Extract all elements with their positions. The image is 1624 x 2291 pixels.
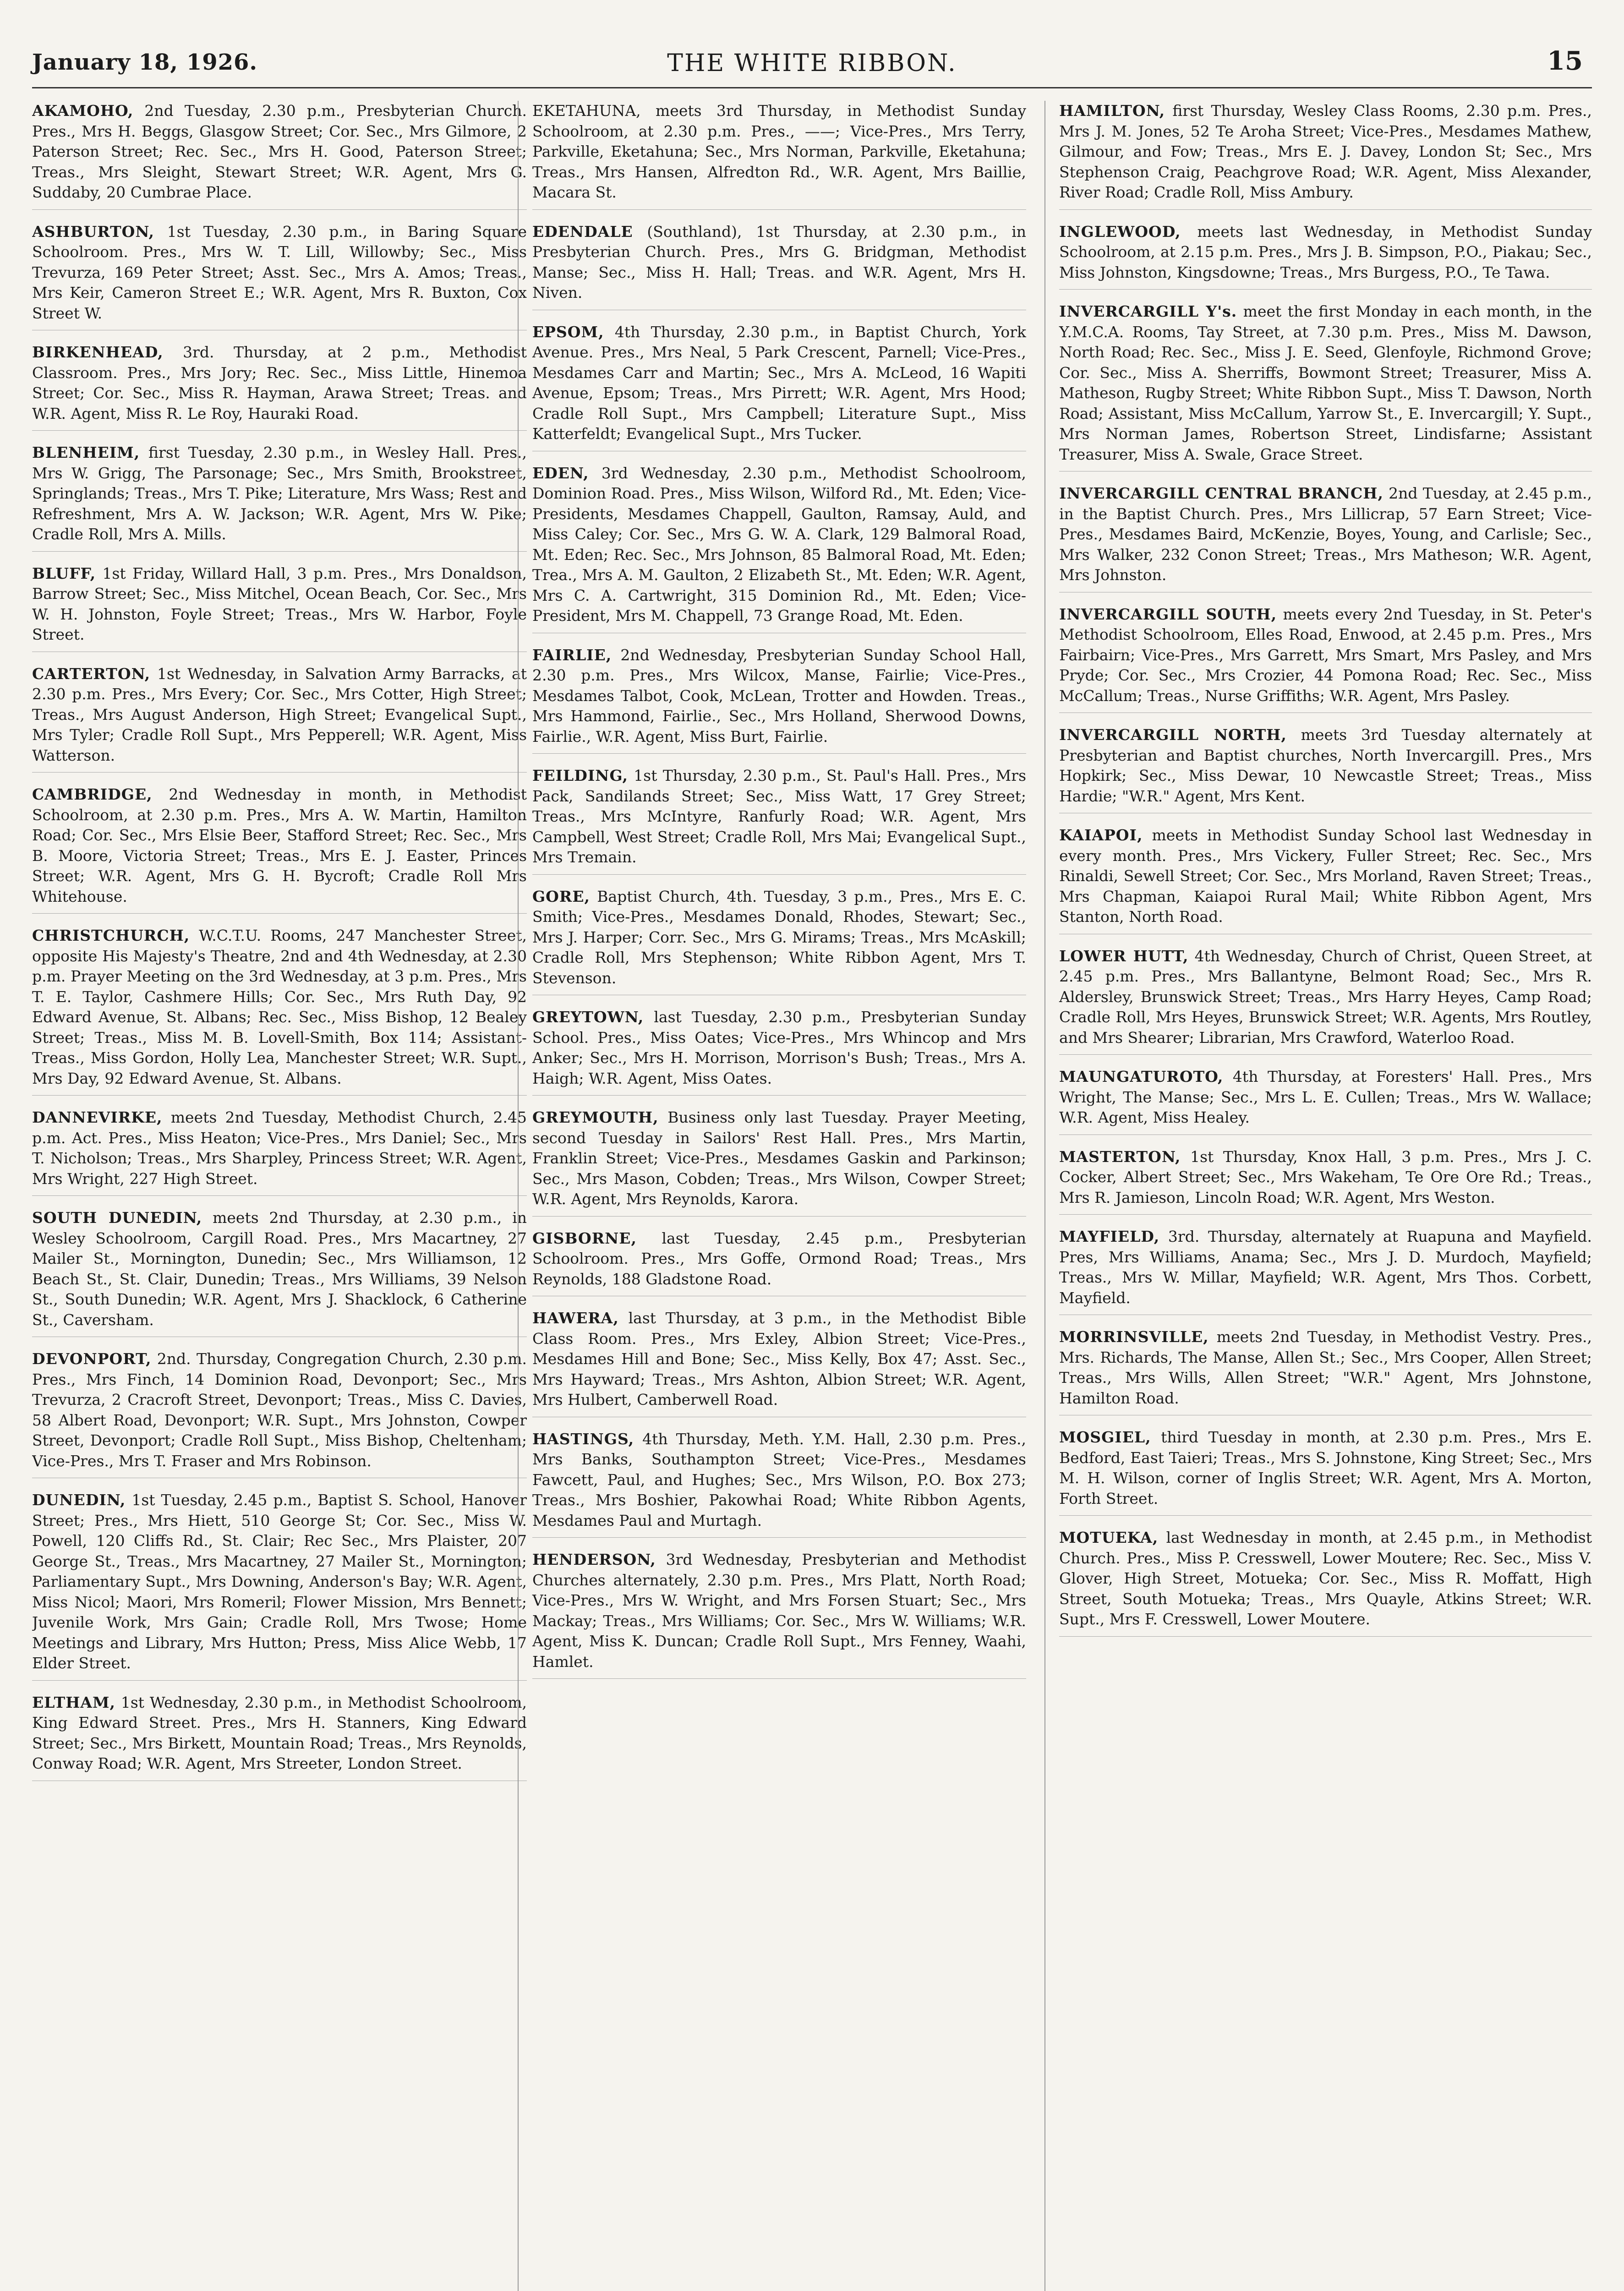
branch-entry: [532, 222, 1026, 310]
branch-details: 1st Wednesday, 2.30 p.m., in Methodist Schoolroom, King Edward Street. Pres., Mrs H. Stanners, King Edward Street; Sec., Mrs Birkett, Mountain Road; Treas., Mrs Reynolds, Conway Road; W.R. Agent, Mrs Streeter, London Street.: [32, 1693, 527, 1772]
branch-name: BLENHEIM,: [32, 444, 140, 461]
column-3: [1044, 101, 1592, 2291]
branch-entry: [532, 887, 1026, 996]
branch-name: MORRINSVILLE,: [1059, 1328, 1209, 1346]
branch-details: (Southland), 1st Thursday, at 2.30 p.m., in Presbyterian Church. Pres., Mrs G. Bridgman, Methodist Manse; Sec., Miss H. Hall; Treas. and W.R. Agent, Mrs H. Niven.: [532, 222, 1026, 301]
branch-name: HAMILTON,: [1059, 102, 1165, 120]
branch-details: meets 2nd Thursday, at 2.30 p.m., in Wesley Schoolroom, Cargill Road. Pres., Mrs Macartney, 27 Mailer St., Mornington, Dunedin; Sec., Mrs Williamson, 12 Beach St., St. Clair, Dunedin; Treas., Mrs Williams, 39 Nelson St., South Dunedin; W.R. Agent, Mrs J. Shacklock, 6 Catherine St., Caversham.: [32, 1209, 527, 1329]
branch-details: Business only last Tuesday. Prayer Meeting, second Tuesday in Sailors' Rest Hall. Pres., Mrs Martin, Franklin Street; Vice-Pres., Mesdames Gaskin and Parkinson; Sec., Mrs Mason, Cobden; Treas., Mrs Wilson, Cowper Street; W.R. Agent, Mrs Reynolds, Karora.: [532, 1108, 1026, 1208]
branch-details: meets in Methodist Sunday School last Wednesday in every month. Pres., Mrs Vickery, Fuller Street; Rec. Sec., Mrs Rinaldi, Sewell Street; Cor. Sec., Mrs Morland, Raven Street; Treas., Mrs Chapman, Kaiapoi Rural Mail; White Ribbon Agent, Mrs Stanton, North Road.: [1059, 826, 1592, 926]
branch-details: last Thursday, at 3 p.m., in the Methodist Bible Class Room. Pres., Mrs Exley, Albion Street; Vice-Pres., Mesdames Hill and Bone; Sec., Miss Kelly, Box 47; Asst. Sec., Mrs Hayward; Treas., Mrs Ashton, Albion Street; W.R. Agent, Mrs Hulbert, Camberwell Road.: [532, 1309, 1026, 1409]
branch-name: AKAMOHO,: [32, 102, 134, 120]
branch-entry: [1059, 1528, 1592, 1637]
branch-details: 4th Thursday, Meth. Y.M. Hall, 2.30 p.m. Pres., Mrs Banks, Southampton Street; Vice-Pres., Mesdames Fawcett, Paul, and Hughes; Sec., Mrs Wilson, P.O. Box 273; Treas., Mrs Boshier, Pakowhai Road; White Ribbon Agents, Mesdames Paul and Murtagh.: [532, 1430, 1026, 1529]
branch-details: 3rd Wednesday, Presbyterian and Methodist Churches alternately, 2.30 p.m. Pres., Mrs Platt, North Road; Vice-Pres., Mrs W. Wright, and Mrs Forsen Stuart; Sec., Mrs Mackay; Treas., Mrs Williams; Cor. Sec., Mrs W. Williams; W.R. Agent, Miss K. Duncan; Cradle Roll Supt., Mrs Fenney, Waahi, Hamlet.: [532, 1551, 1026, 1671]
branch-entry: [32, 1208, 527, 1337]
branch-name: FAIRLIE,: [532, 646, 612, 664]
branch-name: INVERCARGILL Y's.: [1059, 302, 1237, 320]
branch-entry: [532, 1550, 1026, 1679]
branch-entry: [532, 322, 1026, 451]
branch-name: MASTERTON,: [1059, 1147, 1181, 1166]
branch-details: meets 3rd Tuesday alternately at Presbyterian and Baptist churches, North Invercargill. Pres., Mrs Hopkirk; Sec., Miss Dewar, 10 Newcastle Street; Treas., Miss Hardie; "W.R." Agent, Mrs Kent.: [1059, 726, 1592, 805]
branch-details: 1st Tuesday, 2.45 p.m., Baptist S. School, Hanover Street; Pres., Mrs Hiett, 510 George St; Cor. Sec., Miss W. Powell, 120 Cliffs Rd., St. Clair; Rec Sec., Mrs Plaister, 207 George St., Treas., Mrs Macartney, 27 Mailer St., Mornington; Parliamentary Supt., Mrs Downing, Anderson's Bay; W.R. Agent, Miss Nicol; Maori, Mrs Romeril; Flower Mission, Mrs Bennett; Juvenile Work, Mrs Gain; Cradle Roll, Mrs Twose; Home Meetings and Library, Mrs Hutton; Press, Miss Alice Webb, 17 Elder Street.: [32, 1491, 527, 1672]
branch-entry: [32, 1693, 527, 1781]
branch-name: HENDERSON,: [532, 1551, 656, 1568]
branch-entry: [1059, 725, 1592, 813]
branch-entry: [532, 101, 1026, 210]
branch-name: BLUFF,: [32, 564, 96, 582]
branch-details: EKETAHUNA, meets 3rd Thursday, in Methodist Sunday Schoolroom, at 2.30 p.m. Pres., ——; Vice-Pres., Mrs Terry, Parkville, Eketahuna; Sec., Mrs Norman, Parkville, Eketahuna; Treas., Mrs Hansen, Alfredton Rd., W.R. Agent, Mrs Baillie, Macara St.: [532, 102, 1026, 201]
branch-name: EDEN,: [532, 464, 589, 482]
branch-name: INVERCARGILL CENTRAL BRANCH,: [1059, 484, 1383, 502]
page-header: [32, 46, 1592, 88]
branch-entry: [532, 1429, 1026, 1538]
branch-entry: [32, 443, 527, 552]
branch-name: GORE,: [532, 887, 590, 905]
branch-entry: [32, 101, 527, 210]
branch-details: meets 2nd Tuesday, in Methodist Vestry. Pres., Mrs. Richards, The Manse, Allen St.; Sec., Mrs Cooper, Allen Street; Treas., Mrs Wills, Allen Street; "W.R." Agent, Mrs Johnstone, Hamilton Road.: [1059, 1328, 1592, 1407]
column-1: [32, 101, 527, 2291]
branch-name: CARTERTON,: [32, 664, 151, 683]
branch-details: Baptist Church, 4th. Tuesday, 3 p.m., Pres., Mrs E. C. Smith; Vice-Pres., Mesdames Donald, Rhodes, Stewart; Sec., Mrs J. Harper; Corr. Sec., Mrs G. Mirams; Treas., Mrs McAskill; Cradle Roll, Mrs Stephenson; White Ribbon Agent, Mrs T. Stevenson.: [532, 887, 1026, 987]
branch-entry: [1059, 1147, 1592, 1215]
branch-name: CAMBRIDGE,: [32, 785, 153, 803]
branch-name: HASTINGS,: [532, 1430, 634, 1448]
branch-name: INVERCARGILL SOUTH,: [1059, 605, 1277, 623]
branch-details: 2nd Tuesday, 2.30 p.m., Presbyterian Church. Pres., Mrs H. Beggs, Glasgow Street; Cor. Sec., Mrs Gilmore, 2 Paterson Street; Rec. Sec., Mrs H. Good, Paterson Street; Treas., Mrs Sleight, Stewart Street; W.R. Agent, Mrs G. Suddaby, 20 Cumbrae Place.: [32, 102, 527, 201]
column-2: [518, 101, 1026, 2291]
branch-entry: [1059, 101, 1592, 210]
branch-details: meets 2nd Tuesday, Methodist Church, 2.45 p.m. Act. Pres., Miss Heaton; Vice-Pres., Mrs Daniel; Sec., Mrs T. Nicholson; Treas., Mrs Sharpley, Princess Street; W.R. Agent, Mrs Wright, 227 High Street.: [32, 1108, 527, 1188]
branch-details: 1st Thursday, Knox Hall, 3 p.m. Pres., Mrs J. C. Cocker, Albert Street; Sec., Mrs Wakeham, Te Ore Ore Rd.; Treas., Mrs R. Jamieson, Lincoln Road; W.R. Agent, Mrs Weston.: [1059, 1147, 1592, 1206]
branch-entry: [32, 564, 527, 652]
branch-name: EPSOM,: [532, 323, 604, 341]
branch-entry: [1059, 604, 1592, 713]
branch-name: EDENDALE: [532, 222, 633, 241]
branch-details: 1st Friday, Willard Hall, 3 p.m. Pres., Mrs Donaldson, Barrow Street; Sec., Miss Mitchel, Ocean Beach, Cor. Sec., Mrs W. H. Johnston, Foyle Street; Treas., Mrs W. Harbor, Foyle Street.: [32, 564, 527, 643]
issue-date: January 18, 1926.: [32, 49, 258, 75]
branch-details: 4th Wednesday, Church of Christ, Queen Street, at 2.45 p.m. Pres., Mrs Ballantyne, Belmont Road; Sec., Mrs R. Aldersley, Brunswick Street; Treas., Mrs Harry Heyes, Camp Road; Cradle Roll, Mrs Heyes, Brunswick Street; W.R. Agents, Mrs Routley, and Mrs Shearer; Librarian, Mrs Crawford, Waterloo Road.: [1059, 947, 1592, 1047]
branch-entry: [1059, 1227, 1592, 1315]
branch-details: 1st Thursday, 2.30 p.m., St. Paul's Hall. Pres., Mrs Pack, Sandilands Street; Sec., Miss Watt, 17 Grey Street; Treas., Mrs McIntyre, Ranfurly Road; W.R. Agent, Mrs Campbell, West Street; Cradle Roll, Mrs Mai; Evangelical Supt., Mrs Tremain.: [532, 767, 1026, 866]
branch-details: 1st Tuesday, 2.30 p.m., in Baring Square Schoolroom. Pres., Mrs W. T. Lill, Willowby; Sec., Miss Trevurza, 169 Peter Street; Asst. Sec., Mrs A. Amos; Treas., Mrs Keir, Cameron Street E.; W.R. Agent, Mrs R. Buxton, Cox Street W.: [32, 222, 527, 322]
branch-entry: [1059, 825, 1592, 934]
branch-details: 2nd. Thursday, Congregation Church, 2.30 p.m. Pres., Mrs Finch, 14 Dominion Road, Devonport; Sec., Mrs Trevurza, 2 Cracroft Street, Devonport; Treas., Miss C. Davies, 58 Albert Road, Devonport; W.R. Supt., Mrs Johnston, Cowper Street, Devonport; Cradle Roll Supt., Miss Bishop, Cheltenham; Vice-Pres., Mrs T. Fraser and Mrs Robinson.: [32, 1350, 527, 1470]
branch-details: last Tuesday, 2.30 p.m., Presbyterian Sunday School. Pres., Miss Oates; Vice-Pres., Mrs Whincop and Mrs Anker; Sec., Mrs H. Morrison, Morrison's Bush; Treas., Mrs A. Haigh; W.R. Agent, Miss Oates.: [532, 1008, 1026, 1087]
branch-entry: [32, 342, 527, 431]
branch-details: 2nd Wednesday, Presbyterian Sunday School Hall, 2.30 p.m. Pres., Mrs Wilcox, Manse, Fairlie; Vice-Pres., Mesdames Talbot, Cook, McLean, Trotter and Howden. Treas., Mrs Hammond, Fairlie., Sec., Mrs Holland, Sherwood Downs, Fairlie., W.R. Agent, Miss Burt, Fairlie.: [532, 646, 1026, 745]
branch-entry: [1059, 222, 1592, 290]
branch-details: first Tuesday, 2.30 p.m., in Wesley Hall. Pres., Mrs W. Grigg, The Parsonage; Sec., Mrs Smith, Brookstreet, Springlands; Treas., Mrs T. Pike; Literature, Mrs Wass; Rest and Refreshment, Mrs A. W. Jackson; W.R. Agent, Mrs W. Pike; Cradle Roll, Mrs A. Mills.: [32, 444, 527, 543]
branch-details: 1st Wednesday, in Salvation Army Barracks, at 2.30 p.m. Pres., Mrs Every; Cor. Sec., Mrs Cotter, High Street; Treas., Mrs August Anderson, High Street; Evangelical Supt., Mrs Tyler; Cradle Roll Supt., Mrs Pepperell; W.R. Agent, Miss Watterson.: [32, 664, 527, 764]
page-number: 15: [1547, 46, 1583, 76]
branch-entry: [532, 463, 1026, 633]
branch-name: DUNEDIN,: [32, 1491, 126, 1509]
branch-details: meets every 2nd Tuesday, in St. Peter's Methodist Schoolroom, Elles Road, Enwood, at 2.45 p.m. Pres., Mrs Fairbairn; Vice-Pres., Mrs Garrett, Mrs Smart, Mrs Pasley, and Mrs Pryde; Cor. Sec., Mrs Crozier, 44 Pomona Road; Rec. Sec., Miss McCallum; Treas., Nurse Griffiths; W.R. Agent, Mrs Pasley.: [1059, 605, 1592, 705]
branch-entry: [32, 222, 527, 331]
branch-entry: [32, 1349, 527, 1478]
branch-entry: [532, 1007, 1026, 1096]
branch-entry: [32, 664, 527, 773]
branch-name: MAUNGATUROTO,: [1059, 1068, 1224, 1085]
branch-details: meet the first Monday in each month, in the Y.M.C.A. Rooms, Tay Street, at 7.30 p.m. Pres., Miss M. Dawson, North Road; Rec. Sec., Miss J. E. Seed, Glenfoyle, Richmond Grove; Cor. Sec., Miss A. Sherriffs, Bowmont Street; Treasurer, Miss A. Matheson, Rugby Street; White Ribbon Supt., Miss T. Dawson, North Road; Assistant, Miss McCallum, Yarrow St., E. Invercargill; Y. Supt., Mrs Norman James, Robertson Street, Lindisfarne; Assistant Treasurer, Miss A. Swale, Grace Street.: [1059, 302, 1592, 463]
branch-details: 2nd Tuesday, at 2.45 p.m., in the Baptist Church. Pres., Mrs Lillicrap, 57 Earn Street; Vice-Pres., Mesdames Baird, McKenzie, Boyes, Young, and Carlisle; Sec., Mrs Walker, 232 Conon Street; Treas., Mrs Matheson; W.R. Agent, Mrs Johnston.: [1059, 484, 1592, 584]
branch-name: MAYFIELD,: [1059, 1228, 1160, 1245]
branch-entry: [1059, 301, 1592, 471]
branch-entry: [532, 645, 1026, 754]
branch-details: 4th Thursday, 2.30 p.m., in Baptist Church, York Avenue. Pres., Mrs Neal, 5 Park Crescent, Parnell; Vice-Pres., Mesdames Carr and Martin; Sec., Mrs A. McLeod, 16 Wapiti Avenue, Epsom; Treas., Mrs Pirrett; W.R. Agent, Mrs Hood; Cradle Roll Supt., Mrs Campbell; Literature Supt., Miss Katterfeldt; Evangelical Supt., Mrs Tucker.: [532, 323, 1026, 443]
branch-name: DANNEVIRKE,: [32, 1108, 163, 1126]
branch-name: INGLEWOOD,: [1059, 222, 1181, 241]
branch-details: last Tuesday, 2.45 p.m., Presbyterian Schoolroom. Pres., Mrs Goffe, Ormond Road; Treas., Mrs Reynolds, 188 Gladstone Road.: [532, 1229, 1026, 1288]
branch-details: 4th Thursday, at Foresters' Hall. Pres., Mrs Wright, The Manse; Sec., Mrs L. E. Cullen; Treas., Mrs W. Wallace; W.R. Agent, Miss Healey.: [1059, 1068, 1592, 1126]
branch-entry: [32, 1107, 527, 1196]
branch-details: 3rd. Thursday, at 2 p.m., Methodist Classroom. Pres., Mrs Jory; Rec. Sec., Miss Little, Hinemoa Street; Cor. Sec., Miss R. Hayman, Arawa Street; Treas. and W.R. Agent, Miss R. Le Roy, Hauraki Road.: [32, 343, 527, 422]
branch-details: meets last Wednesday, in Methodist Sunday Schoolroom, at 2.15 p.m. Pres., Mrs J. B. Simpson, P.O., Piakau; Sec., Miss Johnston, Kingsdowne; Treas., Mrs Burgess, P.O., Te Tawa.: [1059, 222, 1592, 281]
branch-entry: [532, 766, 1026, 875]
branch-name: LOWER HUTT,: [1059, 947, 1189, 965]
branch-details: 3rd. Thursday, alternately at Ruapuna and Mayfield. Pres, Mrs Williams, Anama; Sec., Mrs J. D. Murdoch, Mayfield; Treas., Mrs W. Millar, Mayfield; W.R. Agent, Mrs Thos. Corbett, Mayfield.: [1059, 1228, 1592, 1307]
branch-entry: [532, 1107, 1026, 1217]
branch-name: BIRKENHEAD,: [32, 343, 164, 361]
branch-details: last Wednesday in month, at 2.45 p.m., in Methodist Church. Pres., Miss P. Cresswell, Lower Moutere; Rec. Sec., Miss V. Glover, High Street, Motueka; Cor. Sec., Miss R. Moffatt, High Street, South Motueka; Treas., Mrs Quayle, Atkins Street; W.R. Supt., Mrs F. Cresswell, Lower Moutere.: [1059, 1529, 1592, 1628]
branch-name: SOUTH DUNEDIN,: [32, 1209, 202, 1227]
branch-name: INVERCARGILL NORTH,: [1059, 726, 1287, 744]
branch-entry: [532, 1308, 1026, 1417]
branch-name: KAIAPOI,: [1059, 826, 1143, 844]
branch-name: GREYTOWN,: [532, 1008, 644, 1026]
branch-name: MOTUEKA,: [1059, 1529, 1159, 1546]
branch-details: 2nd Wednesday in month, in Methodist Schoolroom, at 2.30 p.m. Pres., Mrs A. W. Martin, Hamilton Road; Cor. Sec., Mrs Elsie Beer, Stafford Street; Rec. Sec., Mrs B. Moore, Victoria Street; Treas., Mrs E. J. Easter, Princes Street; W.R. Agent, Mrs G. H. Bycroft; Cradle Roll Mrs Whitehouse.: [32, 785, 527, 905]
branch-name: ASHBURTON,: [32, 222, 154, 241]
branch-entry: [1059, 1427, 1592, 1516]
columns: [32, 101, 1592, 2291]
branch-name: GREYMOUTH,: [532, 1108, 659, 1126]
branch-name: CHRISTCHURCH,: [32, 926, 190, 944]
branch-entry: [532, 1228, 1026, 1297]
branch-details: 3rd Wednesday, 2.30 p.m., Methodist Schoolroom, Dominion Road. Pres., Miss Wilson, Wilford Rd., Mt. Eden; Vice-Presidents, Mesdames Chappell, Gaulton, Ramsay, Auld, and Miss Caley; Cor. Sec., Mrs G. W. A. Clark, 129 Balmoral Road, Mt. Eden; Rec. Sec., Mrs Johnson, 85 Balmoral Road, Mt. Eden; Trea., Mrs A. M. Gaulton, 2 Elizabeth St., Mt. Eden; W.R. Agent, Mrs C. A. Cartwright, 315 Dominion Rd., Mt. Eden; Vice-President, Mrs M. Chappell, 73 Grange Road, Mt. Eden.: [532, 464, 1026, 625]
branch-name: HAWERA,: [532, 1309, 619, 1327]
branch-entry: [1059, 1067, 1592, 1135]
branch-entry: [1059, 483, 1592, 592]
branch-details: first Thursday, Wesley Class Rooms, 2.30 p.m. Pres., Mrs J. M. Jones, 52 Te Aroha Street; Vice-Pres., Mesdames Mathew, Gilmour, and Fow; Treas., Mrs E. J. Davey, London St; Sec., Mrs Stephenson Craig, Peachgrove Road; W.R. Agent, Miss Alexander, River Road; Cradle Roll, Miss Ambury.: [1059, 102, 1592, 201]
publication-title: THE WHITE RIBBON.: [667, 49, 957, 77]
branch-name: ELTHAM,: [32, 1693, 116, 1711]
branch-name: DEVONPORT,: [32, 1350, 152, 1368]
branch-entry: [1059, 1327, 1592, 1415]
branch-entry: [32, 926, 527, 1096]
branch-entry: [32, 1490, 527, 1681]
branch-name: GISBORNE,: [532, 1229, 637, 1247]
branch-name: FEILDING,: [532, 767, 628, 784]
branch-details: third Tuesday in month, at 2.30 p.m. Pres., Mrs E. Bedford, East Taieri; Treas., Mrs S. Johnstone, King Street; Sec., Mrs M. H. Wilson, corner of Inglis Street; W.R. Agent, Mrs A. Morton, Forth Street.: [1059, 1428, 1592, 1507]
branch-details: W.C.T.U. Rooms, 247 Manchester Street, opposite His Majesty's Theatre, 2nd and 4th Wednesday, at 2.30 p.m. Prayer Meeting on the 3rd Wednesday, at 3 p.m. Pres., Mrs T. E. Taylor, Cashmere Hills; Cor. Sec., Mrs Ruth Day, 92 Edward Avenue, St. Albans; Rec. Sec., Miss Bishop, 12 Bealey Street; Treas., Miss M. B. Lovell-Smith, Box 114; Assistant-Treas., Miss Gordon, Holly Lea, Manchester Street; W.R. Supt., Mrs Day, 92 Edward Avenue, St. Albans.: [32, 926, 527, 1087]
branch-entry: [1059, 946, 1592, 1055]
branch-entry: [32, 784, 527, 914]
branch-name: MOSGIEL,: [1059, 1428, 1151, 1446]
